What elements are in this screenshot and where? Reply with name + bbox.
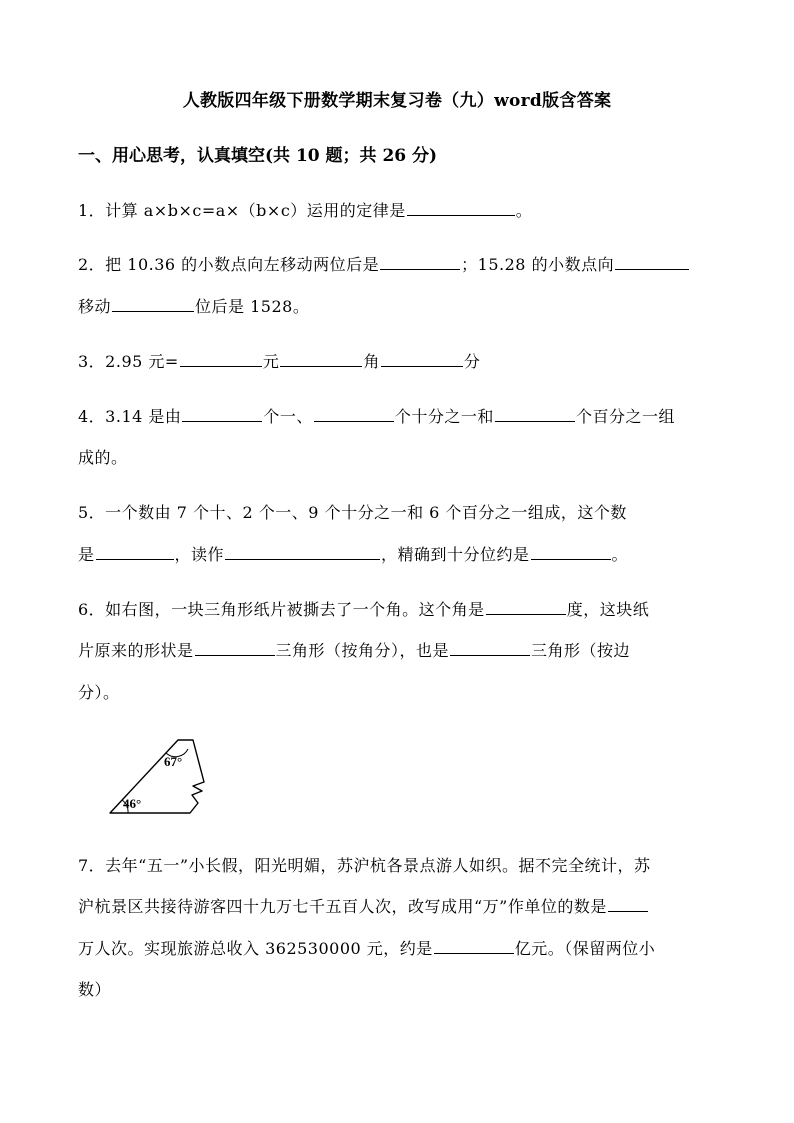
q2-text-c: 移动 (78, 297, 112, 316)
q6-text-e: 三角形（按边 (531, 641, 631, 660)
q4-text-a: 4．3.14 是由 (78, 407, 182, 426)
q4-blank-3 (495, 405, 575, 422)
q5-blank-3 (531, 543, 611, 560)
q2-text-b: ；15.28 的小数点向 (461, 255, 615, 274)
question-4-line-2 (78, 445, 128, 468)
q3-text-a: 3．2.95 元= (78, 352, 179, 371)
q2-blank-2 (615, 253, 689, 270)
q5-text-e: 。 (611, 545, 629, 564)
q4-text-c: 个十分之一和 (394, 407, 494, 426)
q2-text-d: 位后是 1528。 (195, 297, 310, 316)
q2-blank-3 (112, 295, 194, 312)
question-4-line-1 (78, 404, 675, 427)
q5-blank-1 (96, 543, 174, 560)
q5-text-d: ，精确到十分位约是 (381, 545, 530, 564)
q4-text-d: 个百分之一组 (575, 407, 675, 426)
q5-text-b: 是 (78, 545, 95, 564)
q6-text-f: 分）。 (78, 683, 120, 702)
q4-text-b: 个一、 (263, 407, 313, 426)
q6-text-b: 度，这块纸 (566, 600, 650, 619)
question-6-line-2 (78, 638, 630, 661)
q7-text-a: 7．去年“五一”小长假，阳光明媚，苏沪杭各景点游人如织。据不完全统计，苏 (78, 856, 651, 875)
q1-text-b: 。 (515, 201, 533, 220)
q6-text-a: 6．如右图，一块三角形纸片被撕去了一个角。这个角是 (78, 600, 485, 619)
question-5-line-1 (78, 500, 627, 523)
q5-blank-2 (225, 543, 380, 560)
question-7-line-2 (78, 894, 649, 917)
q7-text-d: 亿元。（保留两位小 (514, 939, 656, 958)
q7-text-e: 数） (78, 980, 112, 999)
section-heading: 一、用心思考，认真填空(共 10 题；共 26 分) (78, 146, 438, 166)
question-7-line-3 (78, 936, 655, 959)
q3-blank-3 (381, 350, 463, 367)
q6-text-d: 三角形（按角分），也是 (275, 641, 450, 660)
angle-label-bottom: 46° (123, 796, 142, 811)
q3-text-b: 元 (262, 352, 280, 371)
question-2-line-2 (78, 294, 309, 317)
q7-text-b: 沪杭景区共接待游客四十九万七千五百人次，改写成用“万”作单位的数是 (78, 897, 607, 916)
question-5-line-2 (78, 542, 628, 565)
angle-label-top: 67° (164, 754, 183, 769)
q1-blank-1 (407, 199, 515, 216)
page-title: 人教版四年级下册数学期末复习卷（九）word版含答案 (182, 91, 612, 111)
q7-blank-1 (608, 895, 648, 912)
q6-blank-3 (450, 639, 530, 656)
q4-blank-2 (314, 405, 394, 422)
question-3-line-1 (78, 349, 480, 372)
q6-blank-1 (486, 598, 566, 615)
q1-text-a: 1．计算 a×b×c=a×（b×c）运用的定律是 (78, 201, 406, 220)
q2-blank-1 (380, 253, 460, 270)
question-6-line-1 (78, 597, 649, 620)
q7-text-c: 万人次。实现旅游总收入 362530000 元，约是 (78, 939, 433, 958)
q3-text-c: 角 (363, 352, 380, 371)
q4-blank-1 (182, 405, 262, 422)
q4-text-e: 成的。 (78, 448, 128, 467)
question-6-line-3 (78, 680, 120, 703)
q5-text-c: ，读作 (174, 545, 225, 564)
q6-blank-2 (195, 639, 275, 656)
torn-triangle-figure (108, 737, 218, 817)
question-1-line-1 (78, 198, 532, 221)
question-2-line-1 (78, 252, 690, 275)
q6-text-c: 片原来的形状是 (78, 641, 194, 660)
q2-text-a: 2．把 10.36 的小数点向左移动两位后是 (78, 255, 380, 274)
q3-blank-1 (180, 350, 262, 367)
q3-blank-2 (280, 350, 362, 367)
q5-text-a: 5．一个数由 7 个十、2 个一、9 个十分之一和 6 个百分之一组成，这个数 (78, 503, 627, 522)
q3-text-d: 分 (463, 352, 481, 371)
question-7-line-1 (78, 853, 651, 876)
question-7-line-4 (78, 977, 111, 1000)
q7-blank-2 (434, 937, 514, 954)
